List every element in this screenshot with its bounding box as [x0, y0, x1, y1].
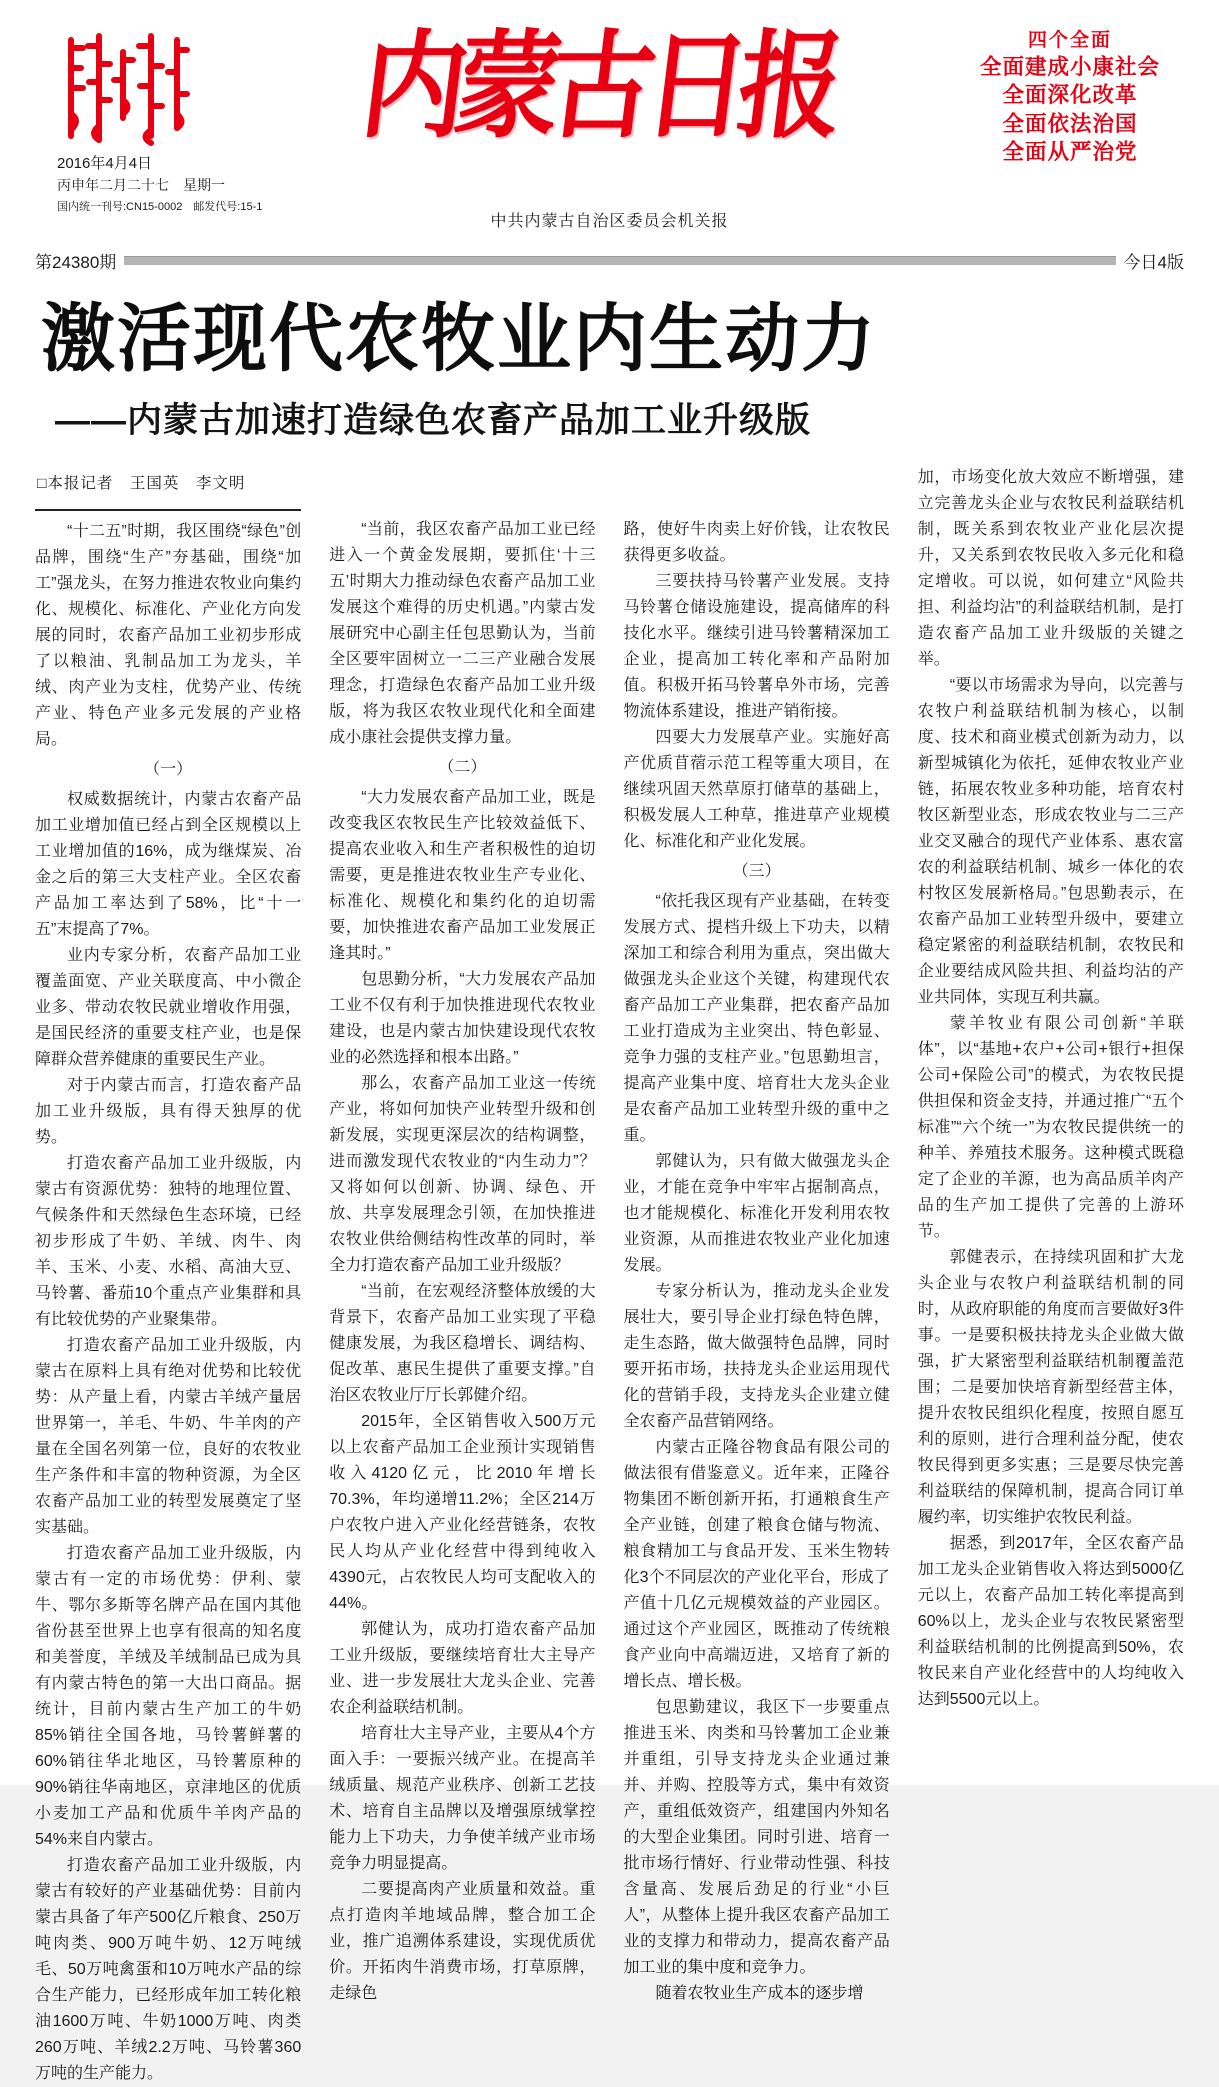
- article-paragraph: 专家分析认为，推动龙头企业发展壮大，要引导企业打绿色特色牌，走生态路，做大做强特色品牌，同时要开拓市场，扶持龙头企业运用现代化的营销手段，支持龙头企业建立健全农畜产品营销网络。: [623, 1282, 890, 1430]
- slogan-line: 全面从严治党: [1002, 140, 1138, 165]
- article-paragraph: 那么，农畜产品加工业这一传统产业，将如何加快产业转型升级和创新发展，实现更深层次的结构调整，进而激发现代农牧业的“内生动力”？又将如何以创新、协调、绿色、开放、共享发展理念引领，在加快推进农牧业供给侧结构性改革的同时，举全力打造农畜产品加工业升级版？: [329, 1074, 596, 1274]
- article-paragraph: 权威数据统计，内蒙古农畜产品加工业增加值已经占到全区规模以上工业增加值的16%，成为继煤炭、冶金之后的第三大支柱产业。全区农畜产品加工率达到了58%，比“十一五”末提高了7%。: [35, 790, 302, 938]
- issue-divider-bar: [124, 256, 1115, 265]
- slogan-heading: 四个全面: [1027, 30, 1112, 51]
- section-marker: （一）: [144, 760, 193, 778]
- article-paragraph: 随着农牧业生产成本的逐步增: [655, 1984, 864, 2002]
- slogan-block: [980, 28, 1160, 167]
- slogan-line: 全面深化改革: [1002, 83, 1138, 108]
- lunar-date-weekday: 丙申年二月二十七 星期一: [57, 177, 225, 194]
- article-paragraph: 2015年，全区销售收入500万元以上农畜产品加工企业预计实现销售收入4120亿元，比2010年增长70.3%，年均递增11.2%；全区214万户农牧户进入产业化经营链条，农牧民人均从产业化经营中得到纯收入4390元，占农牧民人均可支配收入的44%。: [329, 1412, 596, 1612]
- article-paragraph: 路，使好牛肉卖上好价钱，让农牧民获得更多收益。: [623, 520, 890, 564]
- article-paragraph: 包思勤分析，“大力发展农产品加工业不仅有利于加快推进现代农牧业建设，也是内蒙古加快建设现代农牧业的必然选择和根本出路。”: [329, 970, 596, 1066]
- newspaper-title: 内蒙古日报: [354, 16, 842, 155]
- publication-codes: 国内统一刊号:CN15-0002 邮发代号:15-1: [57, 200, 263, 213]
- article-paragraph: 郭健认为，成功打造农畜产品加工业升级版，要继续培育壮大主导产业、进一步发展壮大龙头企业、完善农企利益联结机制。: [329, 1620, 596, 1716]
- article-columns: [35, 465, 1184, 2087]
- sub-headline: ——内蒙古加速打造绿色农畜产品加工业升级版: [55, 400, 812, 440]
- article-paragraph: 郭健表示，在持续巩固和扩大龙头企业与农牧户利益联结机制的同时，从政府职能的角度而言要做好3件事。一是要积极扶持龙头企业做大做强，扩大紧密型利益联结机制覆盖范围；二是要加快培育新型经营主体，提升农牧民组织化程度，按照自愿互利的原则，进行合理利益分配，使农牧民得到更多实惠；三是要尽快完善利益联结的保障机制，提高合同订单履约率，切实维护农牧民利益。: [917, 1248, 1184, 1526]
- article-paragraph: 包思勤建议，我区下一步要重点推进玉米、肉类和马铃薯加工企业兼并重组，引导支持龙头企业通过兼并、并购、控股等方式，集中有效资产，重组低效资产，组建国内外知名的大型企业集团。同时引进、培育一批市场行情好、行业带动性强、科技含量高、发展后劲足的行业“小巨人”，从整体上提升我区农畜产品加工业的支撑力和带动力，提高农畜产品加工业的集中度和竞争力。: [623, 1698, 890, 1976]
- date-block: [57, 152, 262, 216]
- issue-number: 第24380期: [35, 253, 117, 272]
- section-marker: （二）: [438, 758, 487, 776]
- article-paragraph: “要以市场需求为导向，以完善与农牧户利益联结机制为核心，以制度、技术和商业模式创新为动力，以新型城镇化为依托，延伸农牧业产业链，拓展农牧业多种功能，培育农村牧区新型业态，形成农牧业与二三产业交叉融合的现代产业体系、惠农富农的利益联结机制、城乡一体化的农村牧区发展新格局。”包思勤表示，在农畜产品加工业转型升级中，要建立稳定紧密的利益联结机制，农牧民和企业要结成风险共担、利益均沾的产业共同体，实现互利共赢。: [917, 676, 1184, 1006]
- article-paragraph: 业内专家分析，农畜产品加工业覆盖面宽、产业关联度高、中小微企业多、带动农牧民就业增收作用强，是国民经济的重要支柱产业，也是保障群众营养健康的重要民生产业。: [35, 946, 302, 1068]
- article-paragraph: “当前，我区农畜产品加工业已经进入一个黄金发展期，要抓住‘十三五’时期大力推动绿色农畜产品加工业发展这个难得的历史机遇。”内蒙古发展研究中心副主任包思勤认为，当前全区要牢固树立一二三产业融合发展理念，打造绿色农畜产品加工业升级版，将为我区农牧业现代化和全面建成小康社会提供支撑力量。: [329, 520, 596, 746]
- article-paragraph: 加，市场变化放大效应不断增强，建立完善龙头企业与农牧民利益联结机制，既关系到农牧业产业化层次提升，又关系到农牧民收入多元化和稳定增收。可以说，如何建立“风险共担、利益均沾”的利益联结机制，是打造农畜产品加工业升级版的关键之举。: [917, 468, 1184, 668]
- section-marker: （三）: [732, 862, 781, 880]
- slogan-line: 全面建成小康社会: [979, 55, 1160, 80]
- article-paragraph: 四要大力发展草产业。实施好高产优质苜蓿示范工程等重大项目，在继续巩固天然草原打储草的基础上，积极发展人工种草，推进草产业规模化、标准化和产业化发展。: [623, 728, 890, 850]
- slogan-line: 全面依法治国: [1002, 111, 1138, 136]
- issue-row: [35, 248, 1184, 273]
- article-paragraph: 郭健认为，只有做大做强龙头企业，才能在竞争中牢牢占据制高点，也才能规模化、标准化开发利用农牧业资源，从而推进农牧业产业化加速发展。: [623, 1152, 890, 1274]
- pages-today: 今日4版: [1123, 253, 1184, 272]
- article-paragraph: 对于内蒙古而言，打造农畜产品加工业升级版，具有得天独厚的优势。: [35, 1076, 302, 1146]
- article-column-3: [624, 465, 890, 2087]
- article-paragraph: 打造农畜产品加工业升级版，内蒙古有资源优势：独特的地理位置、气候条件和天然绿色生态环境，已经初步形成了牛奶、羊绒、肉牛、肉羊、玉米、小麦、水稻、高油大豆、马铃薯、番茄10个重点产业集群和具有比较优势的产业聚集带。: [35, 1154, 302, 1328]
- article-column-4: [918, 465, 1184, 2087]
- byline: □本报记者 王国英 李文明: [35, 465, 301, 511]
- article-column-2: [329, 465, 595, 2087]
- article-paragraph: 二要提高肉产业质量和效益。重点打造肉羊地域品牌，整合加工企业，推广追溯体系建设，实现优质优价。开拓肉牛消费市场，打草原牌，走绿色: [329, 1880, 596, 2002]
- publish-date: 2016年4月4日: [57, 155, 153, 172]
- article-paragraph: “十二五”时期，我区围绕“绿色”创品牌，围绕“生产”夯基础，围绕“加工”强龙头，在努力推进农牧业向集约化、规模化、标准化、产业化方向发展的同时，农畜产品加工业初步形成了以粮油、乳制品加工为龙头，羊绒、肉产业为支柱，优势产业、传统产业、特色产业多元发展的产业格局。: [35, 522, 302, 748]
- masthead: [35, 0, 1184, 242]
- article-paragraph: 打造农畜产品加工业升级版，内蒙古在原料上具有绝对优势和比较优势：从产量上看，内蒙古羊绒产量居世界第一，羊毛、牛奶、牛羊肉的产量在全国名列第一位，良好的农牧业生产条件和丰富的物种资源，为全区农畜产品加工业的转型发展奠定了坚实基础。: [35, 1336, 302, 1536]
- article-paragraph: 据悉，到2017年，全区农畜产品加工龙头企业销售收入将达到5000亿元以上，农畜产品加工转化率提高到60%以上，龙头企业与农牧民紧密型利益联结机制的比例提高到50%，农牧民来自产业化经营中的人均纯收入达到5500元以上。: [917, 1534, 1184, 1708]
- article-paragraph: 内蒙古正隆谷物食品有限公司的做法很有借鉴意义。近年来，正隆谷物集团不断创新开拓，打通粮食生产全产业链，创建了粮食仓储与物流、粮食精加工与食品开发、玉米生物转化3个不同层次的产业化平台，形成了产值十几亿元规模效益的产业园区。通过这个产业园区，既推动了传统粮食产业向中高端迈进，又培育了新的增长点、增长极。: [623, 1438, 890, 1690]
- main-headline: 激活现代农牧业内生动力: [41, 297, 877, 380]
- article-paragraph: “当前，在宏观经济整体放缓的大背景下，农畜产品加工业实现了平稳健康发展，为我区稳增长、调结构、促改革、惠民生提供了重要支撑。”自治区农牧业厅厅长郭健介绍。: [329, 1282, 596, 1404]
- article-paragraph: 三要扶持马铃薯产业发展。支持马铃薯仓储设施建设，提高储库的科技化水平。继续引进马铃薯精深加工企业，提高加工转化率和产品附加值。积极开拓马铃薯阜外市场，完善物流体系建设，推进产销衔接。: [623, 572, 890, 720]
- article-paragraph: “大力发展农畜产品加工业，既是改变我区农牧民生产比较效益低下、提高农业收入和生产者积极性的迫切需要，更是推进农牧业生产专业化、标准化、规模化和集约化的迫切需要，加快推进农畜产品加工业发展正逢其时。”: [329, 788, 596, 962]
- article-paragraph: 蒙羊牧业有限公司创新“羊联体”，以“基地+农户+公司+银行+担保公司+保险公司”的模式，为农牧民提供担保和资金支持，并通过推广“五个标准”“六个统一”为农牧民提供统一的种羊、养殖技术服务。这种模式既稳定了企业的羊源，也为高品质羊肉产品的生产加工提供了完善的上游环节。: [917, 1014, 1184, 1240]
- article-paragraph: 打造农畜产品加工业升级版，内蒙古有一定的市场优势：伊利、蒙牛、鄂尔多斯等名牌产品在国内其他省份甚至世界上也享有很高的知名度和美誉度，羊绒及羊绒制品已成为具有内蒙古特色的第一大出口商品。据统计，目前内蒙古生产加工的牛奶85%销往全国各地，马铃薯鲜薯的60%销往华北地区，马铃薯原种的90%销往华南地区，京津地区的优质小麦加工产品和优质牛羊肉产品的54%来自内蒙古。: [35, 1544, 302, 1848]
- article-column-1: [35, 465, 301, 2087]
- article-paragraph: 打造农畜产品加工业升级版，内蒙古有较好的产业基础优势：目前内蒙古具备了年产500亿斤粮食、250万吨肉类、900万吨牛奶、12万吨绒毛、50万吨禽蛋和10万吨水产品的综合生产能力，已经形成年加工转化粮油1600万吨、牛奶1000万吨、肉类260万吨、羊绒2.2万吨、马铃薯360万吨的生产能力。: [35, 1856, 302, 2082]
- article-paragraph: 培育壮大主导产业，主要从4个方面入手：一要振兴绒产业。在提高羊绒质量、规范产业秩序、创新工艺技术、培育自主品牌以及增强原绒掌控能力上下功夫，力争使羊绒产业市场竞争力明显提高。: [329, 1724, 596, 1872]
- article-paragraph: “依托我区现有产业基础，在转变发展方式、提档升级上下功夫，以精深加工和综合利用为重点，突出做大做强龙头企业这个关键，构建现代农畜产品加工产业集群，把农畜产品加工业打造成为主业突出、特色彰显、竞争力强的支柱产业。”包思勤坦言，提高产业集中度、培育壮大龙头企业是农畜产品加工业转型升级的重中之重。: [623, 892, 890, 1144]
- organ-line: 中共内蒙古自治区委员会机关报: [490, 213, 729, 230]
